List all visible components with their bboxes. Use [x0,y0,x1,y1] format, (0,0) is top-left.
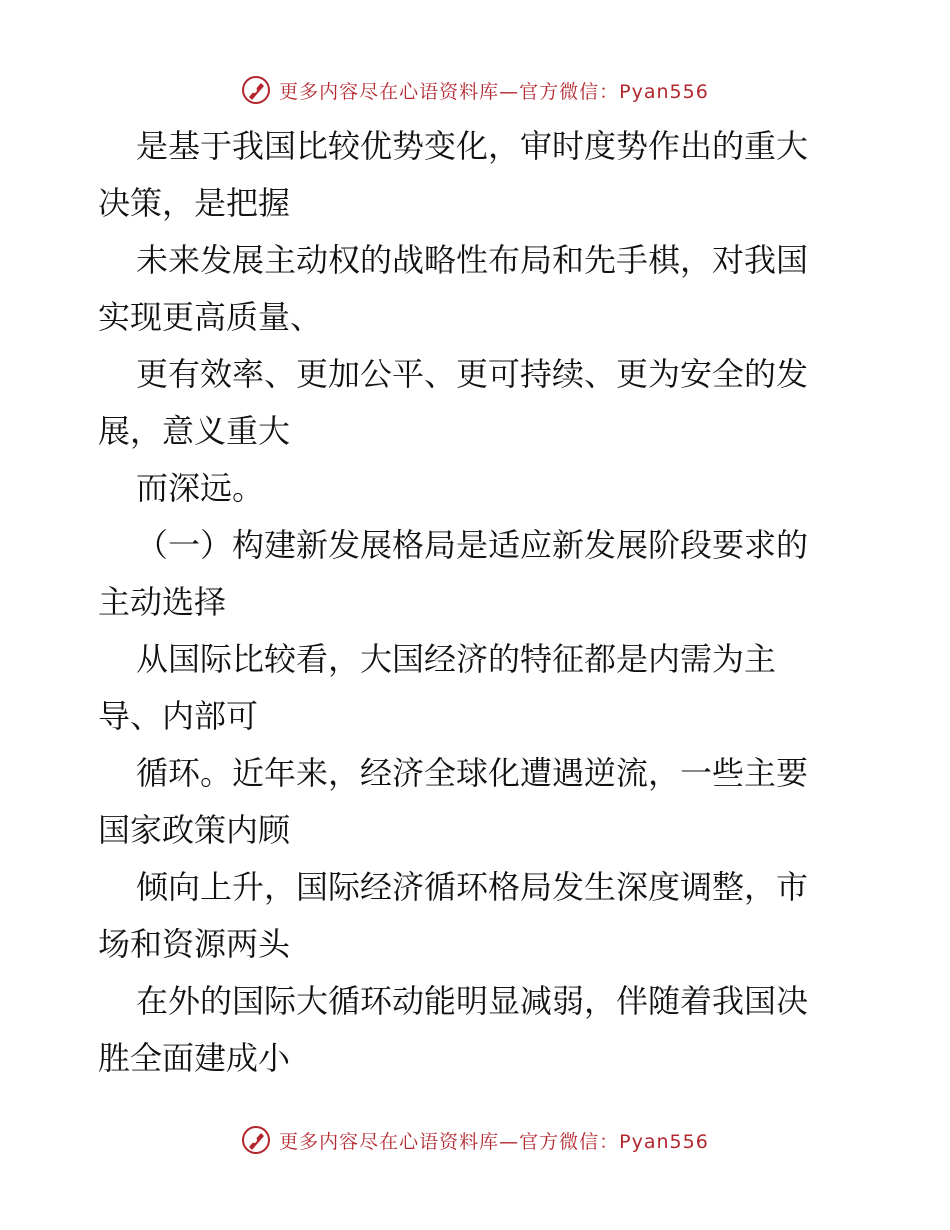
text-line: 展，意义重大 [98,412,291,450]
pen-logo-icon [241,1125,271,1155]
footer-watermark-banner [0,1120,950,1160]
text-line: 是基于我国比较优势变化，审时度势作出的重大 [136,127,809,165]
header-watermark-text: 更多内容尽在心语资料库—官方微信：Pyan556 [279,80,709,103]
section-heading-line: 主动选择 [98,583,227,621]
section-heading-line: （一）构建新发展格局是适应新发展阶段要求的 [136,526,809,564]
header-watermark-banner [0,70,950,110]
text-line: 导、内部可 [98,697,259,735]
text-line: 循环。近年来，经济全球化遭遇逆流，一些主要 [136,754,809,792]
text-line: 而深远。 [136,469,265,507]
text-line: 在外的国际大循环动能明显减弱，伴随着我国决 [136,982,809,1020]
text-line: 倾向上升，国际经济循环格局发生深度调整，市 [136,868,809,906]
text-line: 决策，是把握 [98,184,291,222]
text-line: 更有效率、更加公平、更可持续、更为安全的发 [136,355,809,393]
text-line: 从国际比较看，大国经济的特征都是内需为主 [136,640,777,678]
footer-watermark-text: 更多内容尽在心语资料库—官方微信：Pyan556 [279,1130,709,1153]
document-body [98,118,858,1087]
pen-logo-icon [241,75,271,105]
text-line: 未来发展主动权的战略性布局和先手棋，对我国 [136,241,809,279]
text-line: 场和资源两头 [98,925,291,963]
text-line: 实现更高质量、 [98,298,323,336]
text-line: 国家政策内顾 [98,811,291,849]
text-line: 胜全面建成小 [98,1039,291,1077]
